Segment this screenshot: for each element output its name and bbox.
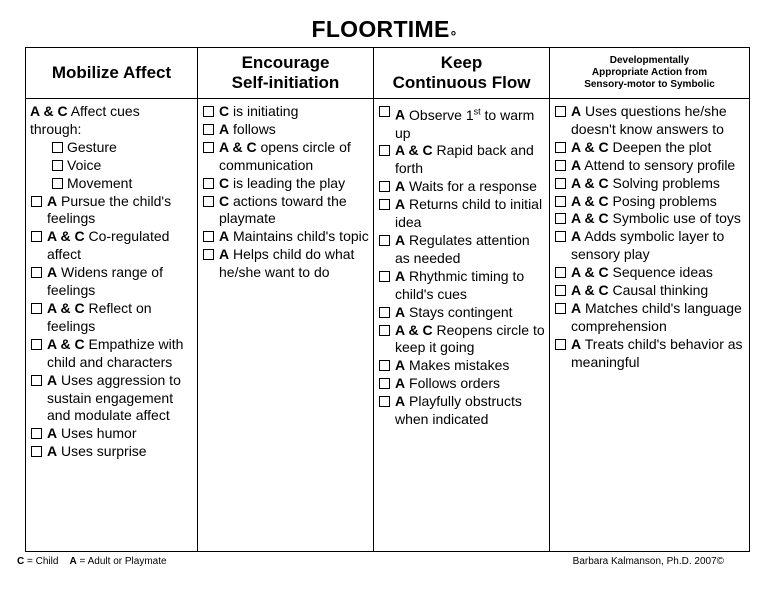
checklist-item: [378, 103, 546, 142]
role-label: C: [219, 174, 230, 191]
role-label: A: [571, 335, 582, 352]
item-text: Rhythmic timing to child's cues: [395, 267, 525, 302]
role-label: A: [395, 303, 406, 320]
checklist-item: [554, 103, 746, 139]
checkbox[interactable]: [31, 339, 42, 350]
checklist-item: [554, 175, 746, 193]
role-label: A: [395, 232, 406, 248]
item-text: Co-regulated affect: [47, 228, 170, 263]
checkbox[interactable]: [555, 339, 566, 350]
checklist-item: [554, 228, 746, 264]
header-line: Encourage: [241, 53, 330, 72]
item-text: Widens range of feelings: [47, 264, 163, 299]
checkbox[interactable]: [555, 213, 566, 224]
checkbox[interactable]: [555, 267, 566, 278]
checkbox[interactable]: [379, 396, 390, 407]
role-label: A: [395, 393, 406, 410]
checkbox[interactable]: [379, 378, 390, 389]
item-text: Deepen the plot: [608, 138, 712, 155]
role-label: A: [219, 246, 230, 263]
role-label: A: [395, 196, 406, 213]
role-label: A: [395, 267, 406, 284]
checkbox[interactable]: [52, 178, 63, 189]
item-text: Reopens circle to keep it going: [395, 321, 545, 356]
checklist-item: [554, 282, 746, 300]
role-label: A: [395, 178, 406, 195]
legend: [17, 556, 167, 567]
column-mobilize-affect: [26, 99, 198, 552]
item-text: Affect cues through:: [30, 103, 140, 137]
checkbox[interactable]: [31, 446, 42, 457]
checkbox[interactable]: [52, 160, 63, 171]
item-text: Uses aggression to sustain engagement and modulate affect: [47, 371, 181, 424]
page-title: [0, 16, 768, 44]
checkbox[interactable]: [31, 375, 42, 386]
checkbox[interactable]: [203, 142, 214, 153]
body-row: [26, 99, 750, 552]
checklist-item: [30, 300, 194, 336]
role-label: A: [47, 371, 58, 388]
header-developmentally-appropriate-action: [550, 48, 750, 99]
item-text: Follows orders: [405, 375, 501, 392]
header-line: Continuous Flow: [392, 73, 531, 92]
checkbox[interactable]: [555, 178, 566, 189]
role-label: A & C: [571, 192, 609, 209]
item-text: Solving problems: [608, 174, 720, 191]
column-developmentally-appropriate: [550, 99, 750, 552]
header-line: Sensory-motor to Symbolic: [584, 79, 715, 90]
checklist-item: [30, 336, 194, 372]
title-mark: °: [450, 28, 457, 44]
checklist-item: [378, 393, 546, 429]
role-label: A & C: [30, 103, 68, 119]
checklist-item: [30, 372, 194, 426]
role-label: A & C: [571, 282, 609, 299]
item-text: Matches child's language comprehension: [571, 299, 742, 334]
item-text: Waits for a response: [405, 178, 537, 195]
checkbox[interactable]: [203, 124, 214, 135]
checkbox[interactable]: [379, 199, 390, 210]
copyright: Barbara Kalmanson, Ph.D. 2007©: [572, 556, 724, 567]
checklist-item: [202, 139, 370, 175]
checkbox[interactable]: [203, 196, 214, 207]
checklist-item: [554, 264, 746, 282]
checklist-item: [378, 196, 546, 232]
checklist-item: [378, 268, 546, 304]
checkbox[interactable]: [555, 106, 566, 117]
role-label: A: [47, 192, 58, 209]
item-text: actions toward the playmate: [219, 192, 347, 227]
item-text: Uses surprise: [57, 443, 147, 460]
checkbox[interactable]: [379, 271, 390, 282]
checklist-item: [554, 193, 746, 211]
sub-checklist-item: [30, 157, 194, 175]
header-line: Keep: [440, 53, 483, 72]
item-text: Sequence ideas: [608, 264, 713, 281]
checkbox[interactable]: [203, 106, 214, 117]
item-text: Voice: [67, 156, 102, 173]
item-text: opens circle of communication: [219, 138, 351, 173]
item-text: Empathize with child and characters: [47, 335, 184, 370]
role-label: A: [47, 443, 58, 460]
floortime-checklist-table: [25, 47, 750, 552]
checkbox[interactable]: [31, 303, 42, 314]
item-text: Playfully obstructs when indicated: [395, 393, 522, 428]
item-text: Stays contingent: [405, 303, 513, 320]
role-label: A & C: [47, 335, 85, 352]
checklist-item: [202, 175, 370, 193]
checklist-item: [378, 322, 546, 358]
checklist-item: [378, 178, 546, 196]
item-text: Movement: [67, 174, 133, 191]
item-text: Posing problems: [608, 192, 717, 209]
role-label: A: [395, 106, 406, 123]
ordinal-suffix: st: [473, 106, 481, 116]
checkbox[interactable]: [379, 307, 390, 318]
item-text: follows: [229, 120, 276, 137]
item-text: is initiating: [229, 103, 299, 119]
checkbox[interactable]: [203, 249, 214, 260]
role-label: A: [571, 103, 582, 119]
item-text: Returns child to initial idea: [395, 196, 543, 231]
checkbox[interactable]: [379, 145, 390, 156]
header-row: [26, 48, 750, 99]
checklist-item: [202, 246, 370, 282]
header-keep-continuous-flow: [374, 48, 550, 99]
column-encourage-self-initiation: [198, 99, 374, 552]
role-label: A: [47, 425, 58, 442]
header-line: Appropriate Action from: [591, 67, 708, 78]
checklist-item: [30, 103, 194, 139]
role-label: A & C: [395, 321, 433, 338]
checklist-item: [378, 142, 546, 178]
checkbox[interactable]: [379, 181, 390, 192]
checklist-item: [378, 357, 546, 375]
role-label: A & C: [47, 299, 85, 316]
sub-checklist-item: [30, 175, 194, 193]
checklist-item: [378, 375, 546, 393]
checkbox[interactable]: [379, 235, 390, 246]
item-text: Rapid back and forth: [395, 142, 534, 177]
legend-child-text: = Child: [24, 556, 59, 567]
role-label: A: [571, 156, 582, 173]
item-text: Makes mistakes: [405, 357, 510, 374]
checklist-item: [30, 228, 194, 264]
role-label: A: [219, 120, 230, 137]
checklist-item: [554, 300, 746, 336]
checklist-item: [202, 121, 370, 139]
checkbox[interactable]: [31, 267, 42, 278]
role-label: C: [219, 192, 230, 209]
checkbox[interactable]: [555, 285, 566, 296]
title-text: FLOORTIME: [311, 16, 450, 42]
item-text: Pursue the child's feelings: [47, 192, 172, 227]
role-label: C: [219, 103, 230, 119]
header-encourage-self-initiation: [198, 48, 374, 99]
checklist-item: [554, 139, 746, 157]
item-text: Causal thinking: [608, 282, 709, 299]
checklist-item: [554, 336, 746, 372]
checklist-item: [202, 228, 370, 246]
sub-checklist-item: [30, 139, 194, 157]
column-keep-continuous-flow: [374, 99, 550, 552]
role-label: A: [571, 299, 582, 316]
header-line: Mobilize Affect: [51, 63, 172, 82]
checklist-item: [554, 157, 746, 175]
role-label: A: [219, 228, 230, 245]
role-label: A & C: [571, 264, 609, 281]
role-label: A & C: [395, 142, 433, 159]
checkbox[interactable]: [203, 178, 214, 189]
checkbox[interactable]: [203, 231, 214, 242]
checkbox[interactable]: [379, 360, 390, 371]
checklist-item: [378, 304, 546, 322]
checkbox[interactable]: [555, 196, 566, 207]
checkbox[interactable]: [52, 142, 63, 153]
checklist-item: [30, 193, 194, 229]
item-text: Uses humor: [57, 425, 137, 442]
role-label: A & C: [571, 138, 609, 155]
checkbox[interactable]: [379, 325, 390, 336]
item-text: Symbolic use of toys: [608, 210, 741, 227]
item-text: is leading the play: [229, 174, 346, 191]
checkbox[interactable]: [31, 428, 42, 439]
header-line: Developmentally: [609, 55, 690, 66]
legend-child-key: C: [17, 556, 25, 567]
checkbox[interactable]: [555, 303, 566, 314]
header-line: Self-initiation: [231, 73, 340, 92]
role-label: A & C: [571, 174, 609, 191]
item-text: Regulates attention as needed: [395, 232, 530, 266]
item-text: Attend to sensory profile: [581, 156, 736, 173]
item-text: Treats child's behavior as meaningful: [571, 335, 743, 370]
item-text: Uses questions he/she doesn't know answers to: [571, 103, 727, 137]
role-label: A & C: [219, 138, 257, 155]
role-label: A: [47, 264, 58, 281]
role-label: A & C: [47, 228, 85, 245]
item-text: Reflect on feelings: [47, 299, 152, 334]
checkbox[interactable]: [555, 142, 566, 153]
checkbox[interactable]: [555, 160, 566, 171]
header-mobilize-affect: [26, 48, 198, 99]
checkbox[interactable]: [31, 196, 42, 207]
checkbox[interactable]: [31, 231, 42, 242]
checkbox[interactable]: [379, 106, 390, 117]
item-text: Gesture: [67, 138, 117, 155]
role-label: A: [395, 357, 406, 374]
item-text: Maintains child's topic: [229, 228, 369, 245]
item-text: Adds symbolic layer to sensory play: [571, 228, 725, 263]
checklist-item: [30, 425, 194, 443]
checklist-item: [554, 210, 746, 228]
legend-adult-text: = Adult or Playmate: [76, 556, 167, 567]
item-text: Helps child do what he/she want to do: [219, 246, 355, 281]
checklist-item: [202, 103, 370, 121]
checklist-item: [202, 193, 370, 229]
checklist-item: [30, 264, 194, 300]
checklist-item: [30, 443, 194, 461]
role-label: A: [571, 228, 582, 245]
checklist-item: [378, 232, 546, 268]
role-label: A: [395, 375, 406, 392]
checkbox[interactable]: [555, 231, 566, 242]
legend-adult-key: A: [69, 556, 77, 567]
role-label: A & C: [571, 210, 609, 227]
item-text: Observe 1st to warm up: [395, 106, 535, 141]
